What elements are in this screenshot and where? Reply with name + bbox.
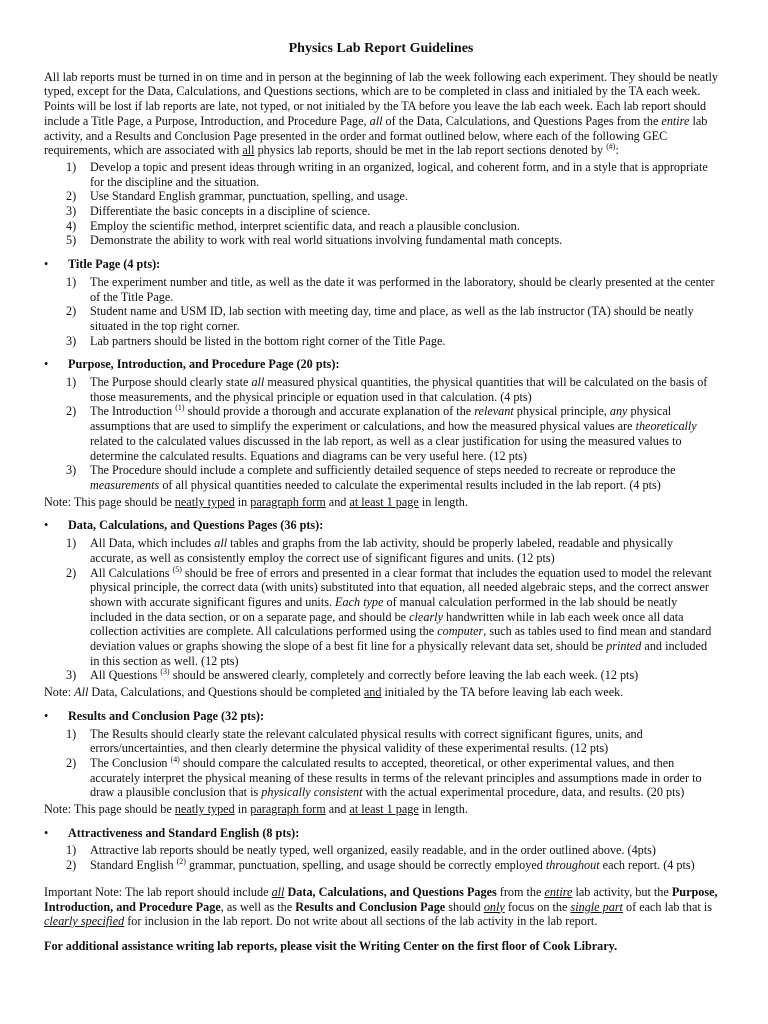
item-number: 2) [66, 304, 77, 319]
results-page-list [44, 727, 718, 801]
list-item [44, 843, 718, 858]
note-text: for inclusion in the lab report. Do not write about all sections of the lab activity in the lab report. [124, 914, 598, 929]
purpose-page-list [44, 375, 718, 493]
item-number: 2) [66, 404, 77, 419]
item-text: grammar, punctuation, spelling, and usage should be correctly employed [185, 858, 546, 873]
item-number: 2) [66, 565, 77, 580]
note-text: and [325, 494, 350, 509]
item-superscript: (4) [170, 754, 180, 764]
note-text: Note: This page should be [44, 802, 175, 817]
section-heading [44, 257, 718, 272]
item-text: Standard English [90, 858, 177, 873]
section-title-page [44, 257, 718, 348]
heading-text: Purpose, Introduction, and Procedure Page (20 pts): [68, 357, 340, 372]
item-number: 1) [66, 159, 77, 174]
item-text: All Calculations [90, 565, 173, 580]
item-text: All Questions [90, 668, 161, 683]
item-text: Employ the scientific method, interpret scientific data, and reach a plausible conclusion. [90, 218, 520, 233]
item-emphasis: computer [437, 624, 484, 639]
item-emphasis: relevant [474, 404, 514, 419]
item-emphasis: measurements [90, 477, 160, 492]
item-number: 1) [66, 536, 77, 551]
page-title: Physics Lab Report Guidelines [288, 41, 474, 56]
item-text: should compare the calculated results to accepted, theoretical, or other experimental values, and then accurately interpret the physical meaning of these results in terms of the relevant principles and assumptions made in order to draw a plausible conclusion that is [90, 755, 702, 800]
item-text: related to the calculated values discussed in the lab report, as well as a clear justification for using the measured values to determine the calculated results. Equations and diagrams can be very useful here. (12 pts) [90, 433, 682, 463]
intro-text: lab activity, and a Results and Conclusion Page presented in the order and format outlined below, where each of the following GEC requirements, which are associated with [44, 113, 708, 158]
list-item [44, 668, 718, 683]
note-emphasis: clearly specified [44, 914, 125, 929]
note-text: Note: [44, 685, 75, 700]
gec-item [44, 233, 718, 248]
item-superscript: (5) [172, 564, 182, 574]
intro-text: All lab reports must be turned in on time and in person at the beginning of lab the week following each experiment. They should be neatly typed, except for the Data, Calculations, and Questions sections, which are to be completed in class and initialed by the TA each week. Points will be lost if lab reports are late, not typed, or not initialed by the TA before you leave the lab each week. Each lab report should include a Title Page, a Purpose, Introduction, and Procedure Page, [44, 69, 718, 128]
item-number: 3) [66, 668, 77, 683]
note-text: in length. [418, 494, 468, 509]
section-attractiveness [44, 826, 718, 873]
item-text: Demonstrate the ability to work with real world situations involving fundamental math concepts. [90, 233, 563, 248]
intro-paragraph [44, 70, 718, 158]
gec-item [44, 160, 718, 189]
item-emphasis: all [214, 536, 228, 551]
note-text: in [234, 494, 251, 509]
item-text: with the actual experimental procedure, data, and results. (20 pts) [362, 785, 685, 800]
item-number: 2) [66, 189, 77, 204]
item-text: of all physical quantities needed to calculate the experimental results included in the lab report. (4 pts) [159, 477, 661, 492]
note-underline: paragraph form [250, 494, 326, 509]
list-item [44, 304, 718, 333]
title-page-list [44, 275, 718, 349]
note-text: , as well as the [220, 899, 296, 914]
note-underline: neatly typed [174, 494, 235, 509]
item-number: 3) [66, 463, 77, 478]
item-text: Use Standard English grammar, punctuation, spelling, and usage. [90, 189, 409, 204]
list-item [44, 375, 718, 404]
item-number: 2) [66, 755, 77, 770]
heading-text: Attractiveness and Standard English (8 pts): [68, 825, 300, 840]
item-text: The Purpose should clearly state [90, 375, 252, 390]
section-note [44, 802, 718, 817]
item-text: of manual calculation performed in the lab should be neatly included in the data section, or on a separate page, and should be [90, 594, 678, 624]
bullet-icon: • [44, 518, 49, 533]
item-text: All Data, which includes [90, 536, 215, 551]
item-text: Develop a topic and present ideas through writing in an organized, logical, and coherent form, and in a style that is appropriate for the discipline and the situation. [90, 159, 708, 189]
item-text: each report. (4 pts) [599, 858, 695, 873]
writing-center-note: For additional assistance writing lab reports, please visit the Writing Center on the first floor of Cook Library. [44, 938, 618, 953]
item-number: 2) [66, 858, 77, 873]
item-text: , such as tables used to find mean and standard deviation values or graphs showing the slope of a best fit line for a physically relevant data set, should be [90, 624, 712, 654]
note-text: focus on the [504, 899, 571, 914]
section-heading [44, 518, 718, 533]
item-text: The Conclusion [90, 755, 171, 770]
gec-item [44, 204, 718, 219]
note-text: Data, Calculations, and Questions should be completed [88, 685, 364, 700]
item-text: tables and graphs from the lab activity, should be properly labeled, readable and physically accurate, as well as consistently employ the correct use of significant figures and units. (12 pts) [90, 536, 674, 565]
list-item [44, 536, 718, 565]
item-number: 1) [66, 843, 77, 858]
item-text: measured physical quantities, the physical quantities that will be calculated on the basis of those measurements, and the physical principle or equation used in that calculation. (4 pts) [90, 375, 708, 404]
intro-superscript: (#) [606, 142, 616, 152]
note-text: Important Note: The lab report should include [44, 884, 272, 899]
gec-item [44, 219, 718, 234]
note-text: in length. [418, 802, 468, 817]
heading-text: Title Page (4 pts): [68, 257, 161, 272]
intro-text: of the Data, Calculations, and Questions Pages from the [382, 113, 662, 128]
item-text: should provide a thorough and accurate explanation of the [184, 404, 475, 419]
intro-text: : [615, 143, 619, 158]
note-bold: Data, Calculations, and Questions Pages [287, 884, 497, 899]
note-emphasis: all [271, 884, 285, 899]
list-item [44, 727, 718, 756]
data-pages-list [44, 536, 718, 683]
note-text: Note: This page should be [44, 494, 175, 509]
intro-underline: all [242, 143, 255, 158]
note-text: of each lab that is [622, 899, 712, 914]
item-number: 1) [66, 274, 77, 289]
bullet-icon: • [44, 708, 49, 723]
bullet-icon: • [44, 257, 49, 272]
item-text: physical principle, [513, 404, 610, 419]
intro-emphasis: entire [661, 113, 690, 128]
section-heading [44, 709, 718, 724]
heading-text: Data, Calculations, and Questions Pages (36 pts): [68, 518, 324, 533]
item-emphasis: any [609, 404, 628, 419]
bullet-icon: • [44, 825, 49, 840]
list-item [44, 404, 718, 463]
note-emphasis: single part [570, 899, 623, 914]
section-purpose-page [44, 357, 718, 509]
note-underline: paragraph form [250, 802, 326, 817]
note-underline: at least 1 page [349, 494, 419, 509]
item-superscript: (3) [160, 667, 170, 677]
list-item [44, 334, 718, 349]
note-underline: and [363, 685, 382, 700]
item-emphasis: throughout [545, 858, 600, 873]
note-bold: Purpose, Introduction, and Procedure Page [44, 884, 718, 914]
list-item [44, 275, 718, 304]
item-text: and included in this section as well. (12 pts) [90, 639, 708, 668]
note-text: initialed by the TA before leaving lab each week. [381, 685, 624, 700]
section-heading [44, 826, 718, 841]
item-superscript: (2) [176, 857, 186, 867]
note-text: in [234, 802, 251, 817]
item-emphasis: all [251, 375, 265, 390]
section-note [44, 495, 718, 510]
item-text: Student name and USM ID, lab section with meeting day, time and place, as well as the lab instructor (TA) should be neatly situated in the top right corner. [90, 304, 694, 333]
item-text: The Introduction [90, 404, 176, 419]
important-note [44, 885, 718, 929]
item-text: The experiment number and title, as well as the date it was performed in the laboratory, should be clearly presented at the center of the Title Page. [90, 274, 715, 304]
note-underline: at least 1 page [349, 802, 419, 817]
attractiveness-list [44, 843, 718, 872]
note-text: and [325, 802, 350, 817]
item-number: 3) [66, 204, 77, 219]
note-emphasis: entire [544, 884, 573, 899]
note-underline: neatly typed [174, 802, 235, 817]
item-number: 1) [66, 375, 77, 390]
item-text: Differentiate the basic concepts in a discipline of science. [90, 204, 371, 219]
item-text: Attractive lab reports should be neatly typed, well organized, easily readable, and in the order outlined above. (4pts) [90, 843, 656, 858]
item-emphasis: physically consistent [261, 785, 363, 800]
intro-text: physics lab reports, should be met in the lab report sections denoted by [254, 143, 607, 158]
item-text: Lab partners should be listed in the bottom right corner of the Title Page. [90, 333, 446, 348]
item-emphasis: theoretically [635, 419, 697, 434]
item-superscript: (1) [175, 403, 185, 413]
gec-requirements-list [44, 160, 718, 248]
intro-emphasis: all [369, 113, 383, 128]
list-item [44, 858, 718, 873]
item-number: 4) [66, 218, 77, 233]
section-data-pages [44, 518, 718, 699]
list-item [44, 756, 718, 800]
note-text: from the [496, 884, 545, 899]
item-emphasis: Each type [335, 594, 384, 609]
section-note [44, 685, 718, 700]
item-text: handwritten while in lab each week once all data collection activities are complete. All calculations performed using the [90, 609, 684, 639]
item-text: The Procedure should include a complete and sufficiently detailed sequence of steps needed to recreate or reproduce the [90, 463, 676, 478]
item-emphasis: clearly [409, 609, 443, 624]
list-item [44, 463, 718, 492]
note-emphasis: All [74, 685, 89, 700]
section-heading [44, 357, 718, 372]
item-emphasis: printed [606, 639, 642, 654]
item-text: The Results should clearly state the relevant calculated physical results with correct significant figures, units, and errors/uncertainties, and then clearly determine the physical validity of these experimental results. (12 pts) [90, 726, 643, 756]
item-text: should be answered clearly, completely and correctly before leaving the lab each week. (12 pts) [169, 668, 639, 683]
section-results-page [44, 709, 718, 817]
item-number: 5) [66, 233, 77, 248]
heading-text: Results and Conclusion Page (32 pts): [68, 708, 265, 723]
note-text: lab activity, but the [572, 884, 672, 899]
note-emphasis: only [483, 899, 505, 914]
item-number: 3) [66, 333, 77, 348]
item-number: 1) [66, 726, 77, 741]
gec-item [44, 189, 718, 204]
bullet-icon: • [44, 357, 49, 372]
note-text: should [445, 899, 484, 914]
note-bold: Results and Conclusion Page [295, 899, 446, 914]
list-item [44, 566, 718, 669]
item-text: physical assumptions that are used to simplify the experiment or calculations, and how the measured physical values are [90, 404, 672, 434]
item-text: should be free of errors and presented in a clear format that includes the equation used to model the relevant physical principle, the correct data (with units) substituted into that equation, all needed algebraic steps, and the correct answer shown with accurate significant figures and units. [90, 565, 712, 609]
